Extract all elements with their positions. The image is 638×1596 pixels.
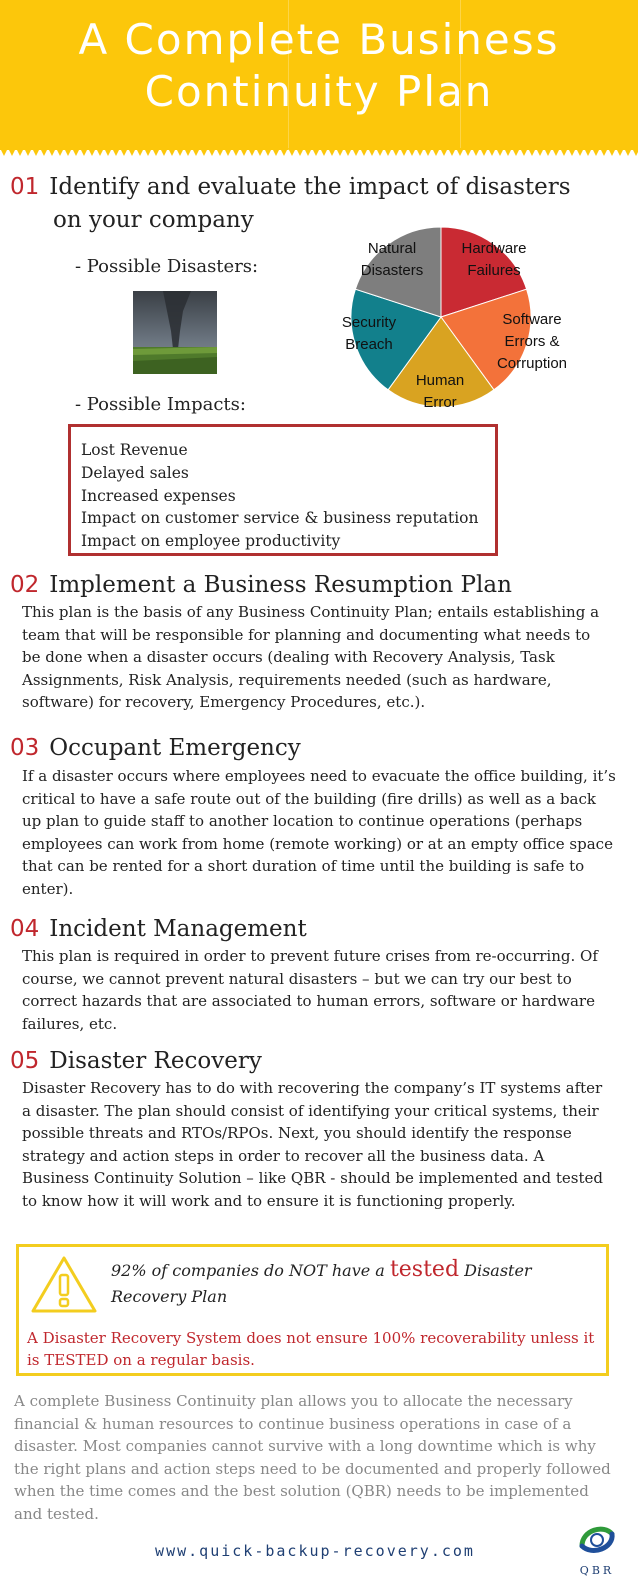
page-title-line2: Continuity Plan: [144, 67, 494, 116]
website-url[interactable]: www.quick-backup-recovery.com: [155, 1542, 475, 1560]
pie-label-hardware-line1: Hardware: [461, 240, 527, 257]
section-4-number: 04: [10, 916, 40, 942]
pie-label-human-line2: Error: [423, 394, 457, 411]
qbr-logo-icon: [574, 1520, 620, 1576]
warning-quote-part1: 92% of companies do NOT have a: [111, 1261, 385, 1280]
warning-red-text: A Disaster Recovery System does not ensure 100% recoverability unless it is TESTED on a regular basis.: [27, 1329, 595, 1369]
possible-impacts-label: - Possible Impacts:: [75, 394, 246, 415]
pie-label-security-breach: [326, 312, 412, 356]
section-1-title-line2: on your company: [53, 207, 254, 233]
section-2-title: Implement a Business Resumption Plan: [49, 572, 512, 598]
tornado-photo: [133, 291, 217, 374]
closing-paragraph: A complete Business Continuity plan allows you to allocate the necessary financial & human resources to continue business operations in case of a disaster. Most companies cannot survive with a long downtime which is why the right plans and action steps need to be documented and properly followed when the time comes and the best solution (QBR) needs to be implemented and tested.: [14, 1392, 611, 1523]
section-3-title: Occupant Emergency: [49, 735, 301, 761]
pie-label-human-line1: Human: [415, 372, 465, 389]
pie-label-hardware-line2: Failures: [467, 262, 521, 279]
pie-label-software-line3: Corruption: [496, 355, 568, 372]
section-3-number: 03: [10, 735, 40, 761]
pie-label-software-line1: Software: [502, 311, 562, 328]
section-4-heading: [10, 914, 307, 944]
page-title-line1: A Complete Business: [78, 15, 560, 64]
section-3-heading: [10, 733, 301, 763]
warning-quote-part2: Disaster Recovery Plan: [111, 1261, 532, 1306]
warning-quote: [111, 1257, 601, 1310]
section-1-heading: [10, 172, 571, 202]
qbr-logo-text: QBR: [579, 1564, 615, 1577]
impact-item: Lost Revenue: [81, 441, 188, 459]
section-1-number: 01: [10, 174, 40, 200]
pie-label-security-line1: Security: [341, 314, 397, 331]
section-5-body: Disaster Recovery has to do with recovering the company’s IT systems after a disaster. The plan should consist of identifying your critical systems, their possible threats and RTOs/RPOs. Next, you should identify the response strategy and action steps in order to recover all the business data. A Business Continuity Solution – like QBR - should be implemented and tested to know how it will work and to ensure it is functioning properly.: [22, 1079, 604, 1210]
section-2-number: 02: [10, 572, 40, 598]
impact-item: Increased expenses: [81, 486, 236, 505]
warning-callout: [16, 1244, 609, 1376]
header-zigzag-edge: [0, 148, 638, 160]
section-4-body: This plan is required in order to prevent future crises from re-occurring. Of course, we cannot prevent natural disasters – but we can try our best to correct hazards that are associated to human errors, software or hardware failures, etc.: [22, 947, 598, 1033]
warning-triangle-icon: [29, 1253, 99, 1317]
possible-disasters-label: - Possible Disasters:: [75, 256, 259, 277]
impact-item: Impact on customer service & business reputation: [81, 509, 479, 528]
section-2-heading: [10, 570, 512, 600]
section-1-title-line1: Identify and evaluate the impact of disasters: [49, 174, 571, 200]
warning-quote-highlight: tested: [389, 1257, 460, 1282]
section-3-body: If a disaster occurs where employees need to evacuate the office building, it’s critical to have a safe route out of the building (fire drills) as well as a back up plan to guide staff to another location to continue operations (perhaps employees can work from home (remote working) or at an empty office space that can be rented for a short duration of time until the building is safe to enter).: [22, 767, 616, 898]
pie-label-human-error: [400, 370, 480, 414]
pie-label-software-errors: [482, 309, 582, 375]
section-5-title: Disaster Recovery: [49, 1048, 262, 1074]
pie-label-software-line2: Errors &: [504, 333, 560, 350]
section-2-body: This plan is the basis of any Business Continuity Plan; entails establishing a team that will be responsible for planning and documenting what needs to be done when a disaster occurs (dealing with Recovery Analysis, Task Assignments, Risk Analysis, requirements needed (such as hardware, software) for recovery, Emergency Procedures, etc.).: [22, 603, 600, 712]
header-banner: [0, 0, 638, 150]
section-4-title: Incident Management: [49, 916, 307, 942]
pie-label-security-line2: Breach: [345, 336, 393, 353]
page-title: [0, 14, 638, 118]
impact-item: Delayed sales: [81, 463, 189, 482]
pie-label-natural-line2: Disasters: [360, 262, 424, 279]
section-5-number: 05: [10, 1048, 40, 1074]
pie-label-natural-line1: Natural: [367, 240, 417, 257]
pie-label-hardware-failures: [448, 238, 540, 282]
impacts-box: [68, 424, 498, 556]
pie-label-natural-disasters: [344, 238, 440, 282]
impact-item: Impact on employee productivity: [81, 532, 341, 551]
section-5-heading: [10, 1046, 262, 1076]
